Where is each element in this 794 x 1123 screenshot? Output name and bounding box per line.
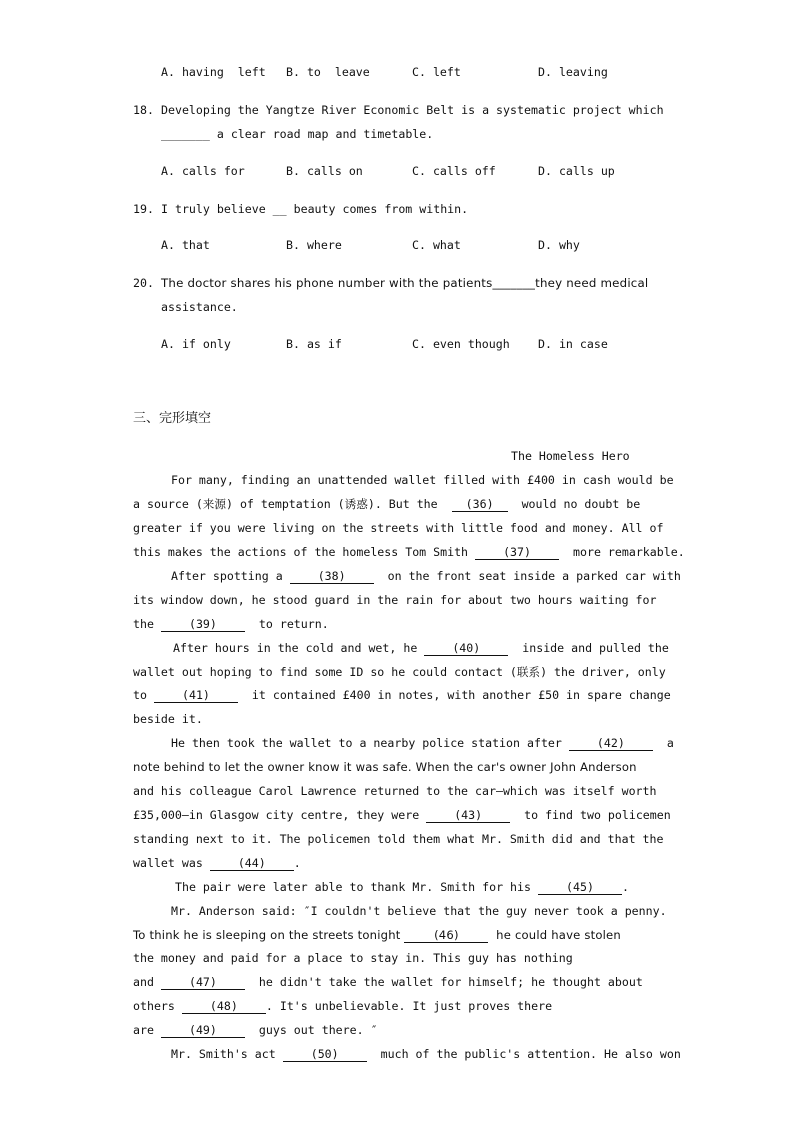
passage-text: more remarkable.	[573, 545, 685, 559]
q18-option-d[interactable]: D. calls up	[538, 164, 615, 178]
passage-line: standing next to it. The policemen told them what Mr. Smith did and that the	[133, 832, 664, 846]
blank-36[interactable]: (36)	[452, 497, 508, 512]
passage-text: .	[293, 856, 301, 870]
passage-line	[171, 735, 674, 751]
q17-option-a[interactable]: A. having left	[161, 65, 266, 79]
passage-text: this makes the actions of the homeless Tom Smith	[133, 545, 469, 559]
passage-line	[133, 927, 621, 943]
q17-option-b[interactable]: B. to leave	[286, 65, 370, 79]
passage-line	[171, 1046, 681, 1062]
passage-text: he could have stolen	[496, 928, 621, 942]
q17-option-c[interactable]: C. left	[412, 65, 461, 79]
q19-number: 19.	[133, 202, 154, 216]
passage-text: After hours in the cold and wet, he	[173, 641, 418, 655]
q20-stem-line1	[161, 275, 648, 291]
passage-text: to find two policemen	[524, 808, 671, 822]
blank-39[interactable]: (39)	[161, 617, 245, 632]
passage-text: much of the public's attention. He also won	[380, 1047, 681, 1061]
q20-option-d[interactable]: D. in case	[538, 337, 608, 351]
q18-stem-rest: a clear road map and timetable.	[209, 127, 434, 141]
passage-text: a	[666, 736, 674, 750]
passage-line: greater if you were living on the streets with little food and money. All of	[133, 521, 664, 535]
passage-text: wallet was	[133, 856, 203, 870]
passage-line: and his colleague Carol Lawrence returned to the car—which was itself worth	[133, 784, 657, 798]
passage-line	[133, 496, 640, 512]
passage-text: on the front seat inside a parked car with	[387, 569, 681, 583]
q18-number: 18.	[133, 103, 154, 117]
q19-option-c[interactable]: C. what	[412, 238, 461, 252]
q20-option-a[interactable]: A. if only	[161, 337, 231, 351]
blank-43[interactable]: (43)	[426, 808, 510, 823]
passage-text: He then took the wallet to a nearby police station after	[171, 736, 562, 750]
q19-option-a[interactable]: A. that	[161, 238, 210, 252]
blank-40[interactable]: (40)	[424, 641, 508, 656]
passage-text: The pair were later able to thank Mr. Smith for his	[175, 880, 531, 894]
blank-44[interactable]: (44)	[210, 856, 294, 871]
passage-line: wallet out hoping to find some ID so he could contact (联系) the driver, only	[133, 665, 666, 679]
passage-text: £35,000—in Glasgow city centre, they were	[133, 808, 420, 822]
passage-line	[133, 616, 329, 632]
passage-line: For many, finding an unattended wallet filled with £400 in cash would be	[171, 473, 674, 487]
q19-option-b[interactable]: B. where	[286, 238, 342, 252]
q20-number: 20.	[133, 276, 154, 290]
passage-line	[133, 687, 671, 703]
passage-text: To think he is sleeping on the streets tonight	[133, 928, 401, 942]
passage-line: its window down, he stood guard in the rain for about two hours waiting for	[133, 593, 657, 607]
q18-option-a[interactable]: A. calls for	[161, 164, 245, 178]
q20-blank[interactable]: _______	[492, 276, 536, 290]
q20-option-c[interactable]: C. even though	[412, 337, 510, 351]
q17-option-d[interactable]: D. leaving	[538, 65, 608, 79]
passage-text: would no doubt be	[521, 497, 641, 511]
blank-38[interactable]: (38)	[290, 569, 374, 584]
q18-blank[interactable]: _______	[161, 127, 210, 141]
passage-text: a source (来源) of temptation (诱惑). But the	[133, 497, 438, 511]
q18-option-b[interactable]: B. calls on	[286, 164, 363, 178]
q18-option-c[interactable]: C. calls off	[412, 164, 496, 178]
passage-text: to return.	[258, 617, 329, 631]
q20-stem-part2: they need medical	[535, 276, 649, 290]
passage-text: others	[133, 999, 175, 1013]
q19-option-d[interactable]: D. why	[538, 238, 580, 252]
q20-stem-part1: The doctor shares his phone number with the patients	[161, 276, 493, 290]
passage-text: the	[133, 617, 154, 631]
passage-text: are	[133, 1023, 154, 1037]
passage-line: note behind to let the owner know it was safe. When the car's owner John Anderson	[133, 760, 637, 774]
passage-text: guys out there. ″	[258, 1023, 378, 1037]
blank-42[interactable]: (42)	[569, 736, 653, 751]
blank-46[interactable]: (46)	[404, 928, 488, 943]
passage-text: After spotting a	[171, 569, 283, 583]
passage-line: Mr. Anderson said: ″I couldn't believe that the guy never took a penny.	[171, 904, 667, 918]
passage-text: he didn't take the wallet for himself; he thought about	[258, 975, 643, 989]
q20-option-b[interactable]: B. as if	[286, 337, 342, 351]
passage-line: beside it.	[133, 712, 203, 726]
q19-stem: I truly believe __ beauty comes from within.	[161, 202, 469, 216]
passage-line	[133, 1022, 378, 1038]
blank-45[interactable]: (45)	[538, 880, 622, 895]
passage-text: to	[133, 688, 147, 702]
passage-line	[133, 544, 685, 560]
passage-text: .	[621, 880, 629, 894]
q18-stem-line2	[161, 126, 433, 142]
passage-text: it contained £400 in notes, with another £50 in spare change	[251, 688, 671, 702]
q18-stem-line1: Developing the Yangtze River Economic Belt is a systematic project which	[161, 103, 664, 117]
blank-41[interactable]: (41)	[154, 688, 238, 703]
passage-title: The Homeless Hero	[511, 449, 630, 463]
passage-line	[133, 807, 671, 823]
passage-line	[133, 998, 552, 1014]
passage-text: and	[133, 975, 154, 989]
blank-50[interactable]: (50)	[283, 1047, 367, 1062]
passage-text: . It's unbelievable. It just proves there	[265, 999, 553, 1013]
passage-text: Mr. Smith's act	[171, 1047, 276, 1061]
blank-47[interactable]: (47)	[161, 975, 245, 990]
passage-line	[133, 855, 301, 871]
passage-line	[133, 974, 643, 990]
blank-49[interactable]: (49)	[161, 1023, 245, 1038]
passage-line: the money and paid for a place to stay in. This guy has nothing	[133, 951, 573, 965]
passage-line	[171, 568, 681, 584]
passage-text: inside and pulled the	[522, 641, 669, 655]
passage-line	[175, 879, 629, 895]
q20-stem-line2: assistance.	[161, 300, 238, 314]
passage-line	[173, 640, 669, 656]
blank-48[interactable]: (48)	[182, 999, 266, 1014]
blank-37[interactable]: (37)	[475, 545, 559, 560]
section-heading: 三、完形填空	[133, 411, 212, 426]
